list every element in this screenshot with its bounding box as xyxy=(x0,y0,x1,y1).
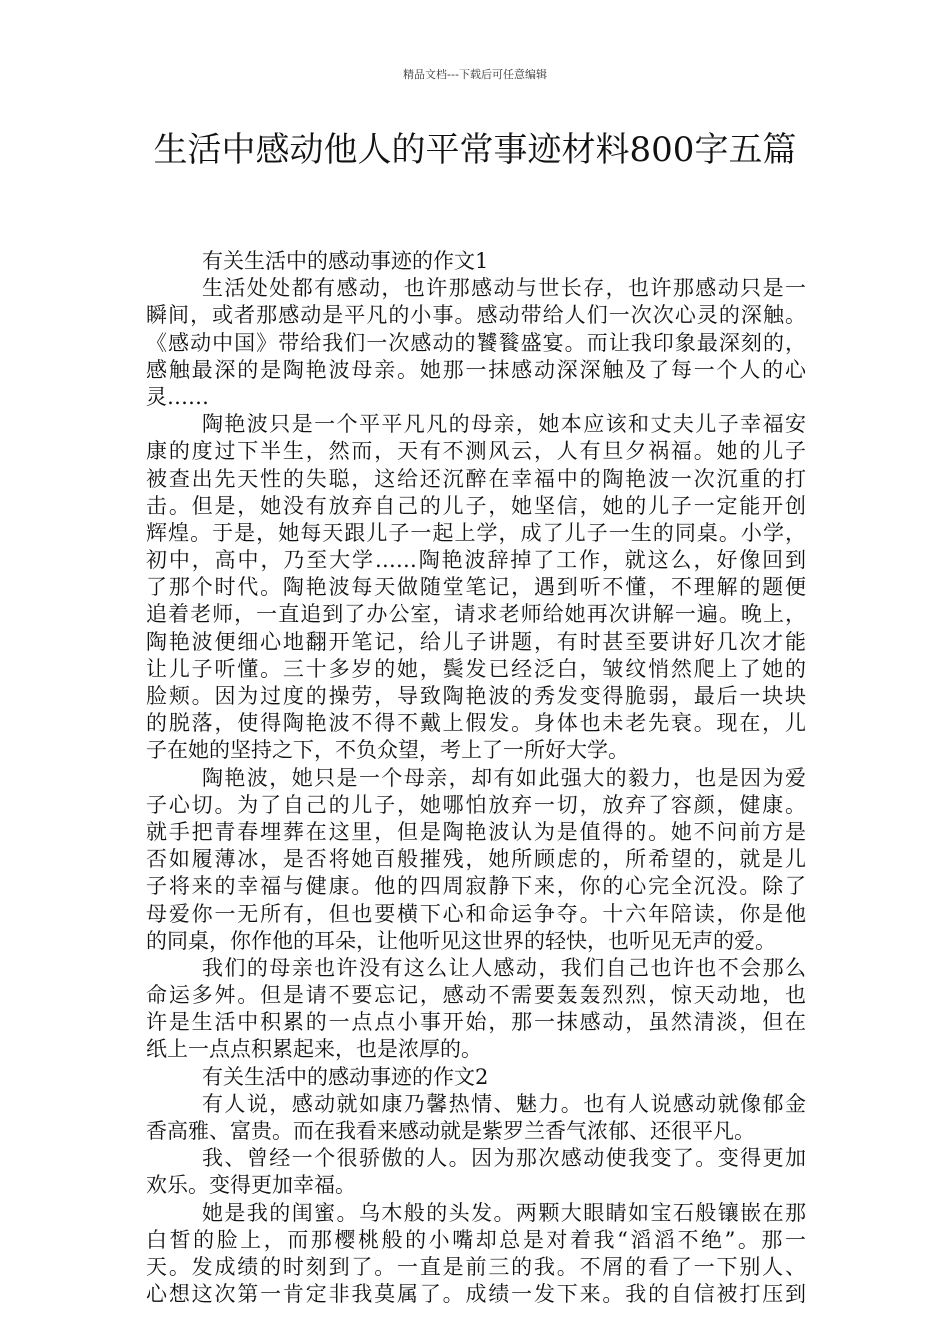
header-note: 精品文档---下载后可任意编辑 xyxy=(403,68,547,81)
text-line: 纸上一点点积累起来，也是浓厚的。 xyxy=(146,1037,482,1062)
text-line: 命运多舛。但是请不要忘记，感动不需要轰轰烈烈，惊天动地，也 xyxy=(146,983,806,1008)
text-line: 康的度过下半生，然而，天有不测风云，人有旦夕祸福。她的儿子 xyxy=(146,439,806,464)
text-line: 母爱你一无所有，但也要横下心和命运争夺。十六年陪读，你是他 xyxy=(146,901,806,926)
text-line: 了那个时代。陶艳波每天做随堂笔记，遇到听不懂，不理解的题便 xyxy=(146,575,806,600)
text-line: 击。但是，她没有放弃自己的儿子，她坚信，她的儿子一定能开创 xyxy=(146,493,806,518)
text-line: 辉煌。于是，她每天跟儿子一起上学，成了儿子一生的同桌。小学， xyxy=(146,520,806,545)
text-line: 陶艳波只是一个平平凡凡的母亲，她本应该和丈夫儿子幸福安 xyxy=(202,412,806,437)
text-line: 陶艳波，她只是一个母亲，却有如此强大的毅力，也是因为爱 xyxy=(202,765,806,790)
text-line: 就手把青春埋葬在这里，但是陶艳波认为是值得的。她不问前方是 xyxy=(146,819,806,844)
text-line: 欢乐。变得更加幸福。 xyxy=(146,1173,356,1198)
text-line: 白皙的脸上，而那樱桃般的小嘴却总是对着我“滔滔不绝”。那一 xyxy=(146,1227,806,1252)
text-line: 有人说，感动就如康乃馨热情、魅力。也有人说感动就像郁金 xyxy=(202,1091,806,1116)
text-line: 心想这次第一肯定非我莫属了。成绩一发下来。我的自信被打压到 xyxy=(146,1282,806,1307)
text-line: 生活处处都有感动，也许那感动与世长存，也许那感动只是一 xyxy=(202,276,806,301)
text-line: 的脱落，使得陶艳波不得不戴上假发。身体也未老先衰。现在，儿 xyxy=(146,711,806,736)
document-title: 生活中感动他人的平常事迹材料800字五篇 xyxy=(153,130,797,170)
text-line: 有关生活中的感动事迹的作文2 xyxy=(202,1064,489,1089)
text-line: 否如履薄冰，是否将她百般摧残，她所顾虑的，所希望的，就是儿 xyxy=(146,847,806,872)
text-line: 子在她的坚持之下，不负众望，考上了一所好大学。 xyxy=(146,738,629,763)
text-line: 香高雅、富贵。而在我看来感动就是紫罗兰香气浓郁、还很平凡。 xyxy=(146,1119,755,1143)
text-line: 脸颊。因为过度的操劳，导致陶艳波的秀发变得脆弱，最后一块块 xyxy=(146,684,806,708)
text-line: 的同桌，你作他的耳朵，让他听见这世界的轻快，也听见无声的爱。 xyxy=(146,928,776,953)
text-line: 灵…… xyxy=(146,384,209,409)
text-line: 瞬间，或者那感动是平凡的小事。感动带给人们一次次心灵的深触。 xyxy=(146,303,806,328)
text-line: 有关生活中的感动事迹的作文1 xyxy=(202,249,489,273)
document-body xyxy=(146,248,806,1308)
text-line: 我、曾经一个很骄傲的人。因为那次感动使我变了。变得更加 xyxy=(202,1146,806,1171)
text-line: 感触最深的是陶艳波母亲。她那一抹感动深深触及了每一个人的心 xyxy=(146,357,806,382)
text-line: 被查出先天性的失聪，这给还沉醉在幸福中的陶艳波一次沉重的打 xyxy=(146,466,806,491)
text-line: 天。发成绩的时刻到了。一直是前三的我。不屑的看了一下别人、 xyxy=(146,1254,806,1279)
text-line: 《感动中国》带给我们一次感动的饕餮盛宴。而让我印象最深刻的， xyxy=(146,330,806,355)
text-line: 陶艳波便细心地翻开笔记，给儿子讲题，有时甚至要讲好几次才能 xyxy=(146,629,806,654)
text-line: 我们的母亲也许没有这么让人感动，我们自己也许也不会那么 xyxy=(202,955,806,980)
text-line: 初中，高中，乃至大学……陶艳波辞掉了工作，就这么，好像回到 xyxy=(146,548,806,573)
text-line: 子将来的幸福与健康。他的四周寂静下来，你的心完全沉没。除了 xyxy=(146,874,806,899)
text-line: 追着老师，一直追到了办公室，请求老师给她再次讲解一遍。晚上， xyxy=(146,602,806,627)
text-line: 子心切。为了自己的儿子，她哪怕放弃一切，放弃了容颜，健康。 xyxy=(146,792,806,817)
text-line: 她是我的闺蜜。乌木般的头发。两颗大眼睛如宝石般镶嵌在那 xyxy=(202,1200,806,1225)
text-line: 许是生活中积累的一点点小事开始，那一抹感动，虽然清淡，但在 xyxy=(146,1010,806,1035)
text-line: 让儿子听懂。三十多岁的她，鬓发已经泛白，皱纹悄然爬上了她的 xyxy=(146,656,806,681)
